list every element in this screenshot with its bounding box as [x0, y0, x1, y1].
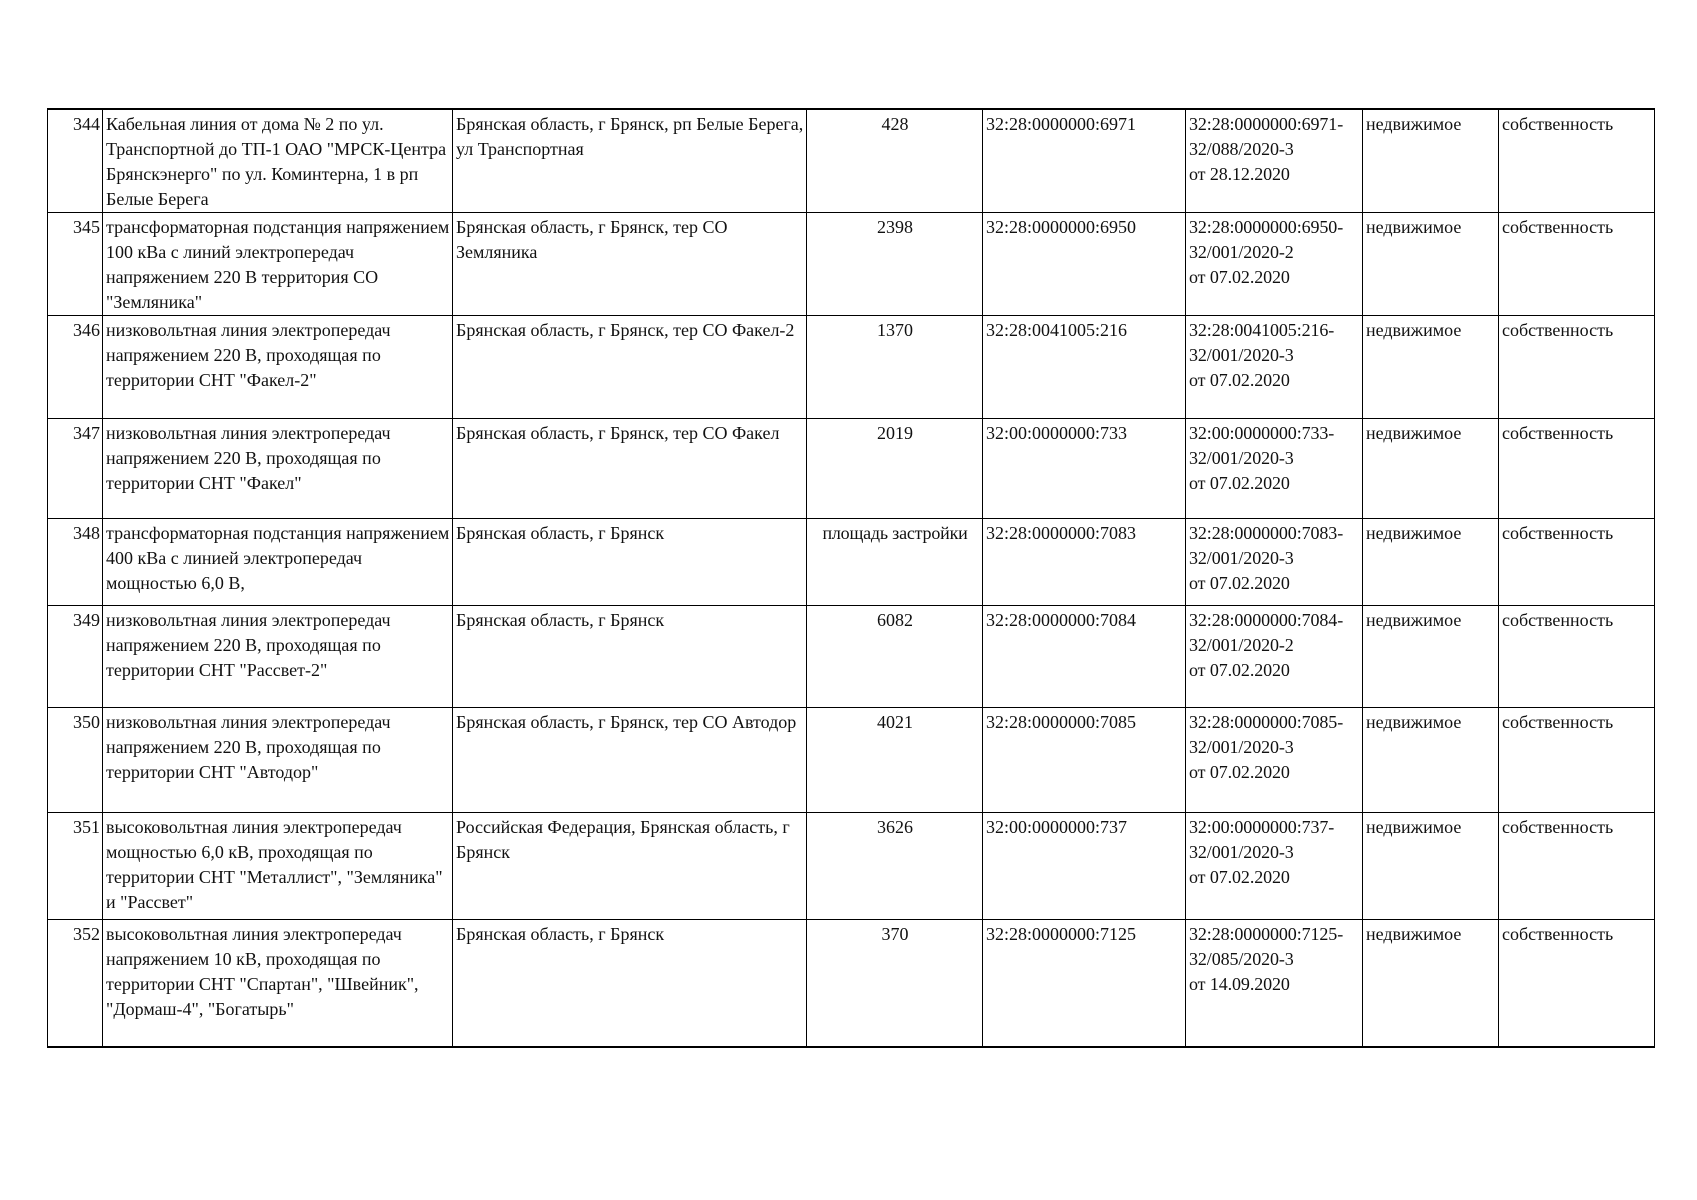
table-row: [48, 920, 1655, 1047]
property-type: недвижимое: [1363, 519, 1499, 606]
object-name: трансформаторная подстанция напряжением 400 кВа с линией электропередач мощностью 6,0 В,: [103, 519, 453, 606]
property-type: недвижимое: [1363, 708, 1499, 813]
table-row: [48, 708, 1655, 813]
registration-record: [1186, 708, 1363, 813]
property-type: недвижимое: [1363, 813, 1499, 920]
object-address: Брянская область, г Брянск, тер СО Факел-2: [453, 316, 807, 419]
registration-line-1: 32:28:0041005:216-: [1189, 320, 1335, 340]
object-name: низковольтная линия электропередач напряжением 220 В, проходящая по территории СНТ "Рассвет-2": [103, 606, 453, 708]
row-number: 351: [48, 813, 103, 920]
object-address: Брянская область, г Брянск: [453, 606, 807, 708]
cadastral-number: 32:00:0000000:733: [983, 419, 1186, 519]
property-type: недвижимое: [1363, 316, 1499, 419]
row-number: 347: [48, 419, 103, 519]
registration-record: [1186, 419, 1363, 519]
registration-line-3: от 07.02.2020: [1189, 267, 1290, 287]
cadastral-number: 32:28:0000000:6950: [983, 213, 1186, 316]
table-row: [48, 606, 1655, 708]
registration-record: [1186, 316, 1363, 419]
registration-line-3: от 14.09.2020: [1189, 974, 1290, 994]
object-area: площадь застройки: [807, 519, 983, 606]
registration-record: [1186, 109, 1363, 213]
table-row: [48, 419, 1655, 519]
registration-record: [1186, 920, 1363, 1047]
registration-line-2: 32/001/2020-2: [1189, 242, 1294, 262]
registration-line-1: 32:28:0000000:7083-: [1189, 523, 1344, 543]
registration-line-3: от 07.02.2020: [1189, 370, 1290, 390]
row-number: 346: [48, 316, 103, 419]
cadastral-number: 32:28:0000000:7125: [983, 920, 1186, 1047]
object-name: Кабельная линия от дома № 2 по ул. Транспортной до ТП-1 ОАО "МРСК-Центра Брянскэнерго" по ул. Коминтерна, 1 в рп Белые Берега: [103, 109, 453, 213]
row-number: 348: [48, 519, 103, 606]
property-type: недвижимое: [1363, 606, 1499, 708]
table-row: [48, 813, 1655, 920]
cadastral-number: 32:28:0000000:7085: [983, 708, 1186, 813]
object-name: низковольтная линия электропередач напряжением 220 В, проходящая по территории СНТ "Факел": [103, 419, 453, 519]
property-registry-table: [47, 108, 1655, 1048]
object-address: Российская Федерация, Брянская область, г Брянск: [453, 813, 807, 920]
object-area: 2398: [807, 213, 983, 316]
object-area: 2019: [807, 419, 983, 519]
registration-line-2: 32/001/2020-3: [1189, 737, 1294, 757]
registration-line-2: 32/001/2020-3: [1189, 448, 1294, 468]
property-right: собственность: [1499, 109, 1655, 213]
property-right: собственность: [1499, 213, 1655, 316]
registration-line-2: 32/001/2020-3: [1189, 548, 1294, 568]
object-address: Брянская область, г Брянск: [453, 519, 807, 606]
registration-line-1: 32:28:0000000:7084-: [1189, 610, 1344, 630]
table-body: [48, 109, 1655, 1047]
object-name: низковольтная линия электропередач напряжением 220 В, проходящая по территории СНТ "Автодор": [103, 708, 453, 813]
object-name: высоковольтная линия электропередач напряжением 10 кВ, проходящая по территории СНТ "Спартан", "Швейник", "Дормаш-4", "Богатырь": [103, 920, 453, 1047]
registration-line-2: 32/001/2020-3: [1189, 345, 1294, 365]
registration-record: [1186, 606, 1363, 708]
registration-record: [1186, 813, 1363, 920]
property-right: собственность: [1499, 419, 1655, 519]
registration-line-1: 32:28:0000000:7125-: [1189, 924, 1344, 944]
property-type: недвижимое: [1363, 109, 1499, 213]
registration-line-2: 32/085/2020-3: [1189, 949, 1294, 969]
registration-line-3: от 07.02.2020: [1189, 867, 1290, 887]
row-number: 350: [48, 708, 103, 813]
registration-line-1: 32:00:0000000:737-: [1189, 817, 1335, 837]
row-number: 345: [48, 213, 103, 316]
object-address: Брянская область, г Брянск: [453, 920, 807, 1047]
registration-line-1: 32:28:0000000:6971-: [1189, 114, 1344, 134]
row-number: 344: [48, 109, 103, 213]
object-area: 6082: [807, 606, 983, 708]
cadastral-number: 32:28:0000000:7084: [983, 606, 1186, 708]
table-row: [48, 316, 1655, 419]
registration-line-3: от 07.02.2020: [1189, 573, 1290, 593]
property-type: недвижимое: [1363, 920, 1499, 1047]
property-right: собственность: [1499, 606, 1655, 708]
registration-line-1: 32:28:0000000:7085-: [1189, 712, 1344, 732]
table-row: [48, 213, 1655, 316]
registration-line-3: от 07.02.2020: [1189, 762, 1290, 782]
property-right: собственность: [1499, 708, 1655, 813]
registration-line-3: от 07.02.2020: [1189, 660, 1290, 680]
registration-record: [1186, 213, 1363, 316]
object-area: 4021: [807, 708, 983, 813]
cadastral-number: 32:28:0041005:216: [983, 316, 1186, 419]
cadastral-number: 32:28:0000000:7083: [983, 519, 1186, 606]
cadastral-number: 32:28:0000000:6971: [983, 109, 1186, 213]
registration-record: [1186, 519, 1363, 606]
object-name: высоковольтная линия электропередач мощностью 6,0 кВ, проходящая по территории СНТ "Металлист", "Земляника" и "Рассвет": [103, 813, 453, 920]
row-number: 349: [48, 606, 103, 708]
registration-line-3: от 28.12.2020: [1189, 164, 1290, 184]
cadastral-number: 32:00:0000000:737: [983, 813, 1186, 920]
table-row: [48, 109, 1655, 213]
object-area: 3626: [807, 813, 983, 920]
object-name: низковольтная линия электропередач напряжением 220 В, проходящая по территории СНТ "Факел-2": [103, 316, 453, 419]
property-type: недвижимое: [1363, 419, 1499, 519]
table-row: [48, 519, 1655, 606]
property-right: собственность: [1499, 519, 1655, 606]
registration-line-2: 32/001/2020-2: [1189, 635, 1294, 655]
object-area: 370: [807, 920, 983, 1047]
object-address: Брянская область, г Брянск, тер СО Автодор: [453, 708, 807, 813]
registration-line-1: 32:28:0000000:6950-: [1189, 217, 1344, 237]
registration-line-1: 32:00:0000000:733-: [1189, 423, 1335, 443]
object-name: трансформаторная подстанция напряжением 100 кВа с линий электропередач напряжением 220 В территория СО "Земляника": [103, 213, 453, 316]
object-area: 1370: [807, 316, 983, 419]
object-address: Брянская область, г Брянск, рп Белые Берега, ул Транспортная: [453, 109, 807, 213]
property-type: недвижимое: [1363, 213, 1499, 316]
registration-line-3: от 07.02.2020: [1189, 473, 1290, 493]
row-number: 352: [48, 920, 103, 1047]
object-area: 428: [807, 109, 983, 213]
property-right: собственность: [1499, 813, 1655, 920]
property-right: собственность: [1499, 920, 1655, 1047]
registration-line-2: 32/088/2020-3: [1189, 139, 1294, 159]
registration-line-2: 32/001/2020-3: [1189, 842, 1294, 862]
property-right: собственность: [1499, 316, 1655, 419]
object-address: Брянская область, г Брянск, тер СО Факел: [453, 419, 807, 519]
object-address: Брянская область, г Брянск, тер СО Земляника: [453, 213, 807, 316]
